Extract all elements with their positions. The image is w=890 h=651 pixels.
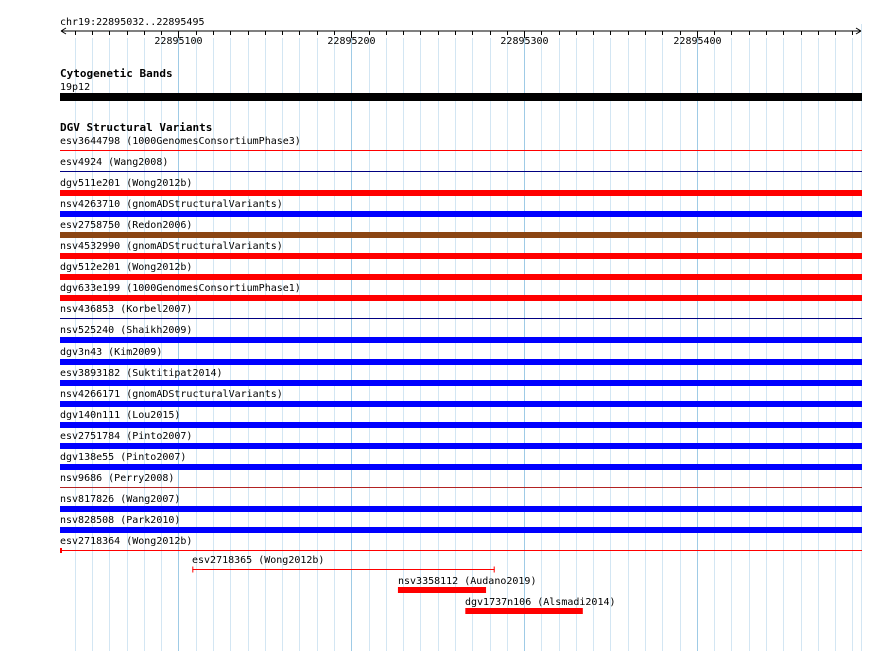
cytoband-track-title: Cytogenetic Bands <box>60 67 173 80</box>
dgv-extra-label: nsv3358112 (Audano2019) <box>398 576 537 587</box>
dgv-variant-row[interactable] <box>60 304 862 319</box>
dgv-variant-label: nsv9686 (Perry2008) <box>60 473 175 484</box>
ruler-tick-label: 22895400 <box>673 36 722 47</box>
ruler-track[interactable] <box>60 17 861 47</box>
dgv-variant-row[interactable] <box>60 536 862 551</box>
dgv-variant-bar[interactable] <box>60 506 862 512</box>
dgv-variant-row[interactable] <box>60 389 862 407</box>
dgv-variant-row[interactable] <box>60 241 862 259</box>
dgv-variant-label: nsv525240 (Shaikh2009) <box>60 325 193 336</box>
cytogenetic-bands-track[interactable] <box>60 67 862 101</box>
dgv-variant-label: dgv3n43 (Kim2009) <box>60 347 163 358</box>
dgv-variant-label: esv2758750 (Redon2006) <box>60 220 193 231</box>
ruler-tick-label: 22895300 <box>500 36 549 47</box>
dgv-extra-label: esv2718365 (Wong2012b) <box>192 555 325 566</box>
dgv-extra-label: dgv1737n106 (Alsmadi2014) <box>465 597 616 608</box>
dgv-variant-label: dgv511e201 (Wong2012b) <box>60 178 193 189</box>
region-label: chr19:22895032..22895495 <box>60 17 205 28</box>
dgv-variant-bar[interactable] <box>60 274 862 280</box>
dgv-variant-label: nsv436853 (Korbel2007) <box>60 304 193 315</box>
dgv-variant-label: dgv512e201 (Wong2012b) <box>60 262 193 273</box>
dgv-variant-label: dgv633e199 (1000GenomesConsortiumPhase1) <box>60 283 301 294</box>
dgv-extra-feature[interactable] <box>398 576 537 593</box>
dgv-variant-label: dgv138e55 (Pinto2007) <box>60 452 187 463</box>
dgv-extra-bar[interactable] <box>398 587 486 593</box>
dgv-variant-bar[interactable] <box>60 253 862 259</box>
dgv-variant-bar[interactable] <box>60 464 862 470</box>
dgv-variant-row[interactable] <box>60 262 862 280</box>
dgv-variant-start-marker <box>60 548 62 553</box>
dgv-variant-label: nsv4532990 (gnomADStructuralVariants) <box>60 241 283 252</box>
dgv-extra-bar[interactable] <box>465 608 582 614</box>
dgv-variant-row[interactable] <box>60 157 862 172</box>
dgv-variant-row[interactable] <box>60 283 862 301</box>
dgv-variant-bar[interactable] <box>60 359 862 365</box>
dgv-variant-bar[interactable] <box>60 443 862 449</box>
dgv-variant-label: esv2751784 (Pinto2007) <box>60 431 193 442</box>
ruler-tick-label: 22895200 <box>327 36 376 47</box>
dgv-variant-row[interactable] <box>60 410 862 428</box>
dgv-variant-label: nsv4266171 (gnomADStructuralVariants) <box>60 389 283 400</box>
dgv-variant-bar[interactable] <box>60 380 862 386</box>
dgv-variant-label: nsv4263710 (gnomADStructuralVariants) <box>60 199 283 210</box>
dgv-variant-bar[interactable] <box>60 295 862 301</box>
dgv-variant-row[interactable] <box>60 136 862 151</box>
dgv-variant-row[interactable] <box>60 431 862 449</box>
dgv-variant-row[interactable] <box>60 368 862 386</box>
dgv-variant-label: esv2718364 (Wong2012b) <box>60 536 193 547</box>
dgv-variant-row[interactable] <box>60 220 862 238</box>
dgv-variant-bar[interactable] <box>60 401 862 407</box>
dgv-variant-label: esv3893182 (Suktitipat2014) <box>60 368 223 379</box>
cytoband-label: 19p12 <box>60 82 91 93</box>
dgv-structural-variants-track[interactable] <box>60 121 862 614</box>
dgv-variant-row[interactable] <box>60 452 862 470</box>
dgv-variant-row[interactable] <box>60 473 862 488</box>
dgv-variant-bar[interactable] <box>60 211 862 217</box>
dgv-variant-rows <box>60 136 862 553</box>
dgv-track-title: DGV Structural Variants <box>60 121 213 134</box>
dgv-variant-label: esv4924 (Wang2008) <box>60 157 169 168</box>
dgv-variant-bar[interactable] <box>60 527 862 533</box>
ruler-minor-ticks <box>76 31 853 35</box>
dgv-variant-label: dgv140n111 (Lou2015) <box>60 410 181 421</box>
dgv-variant-row[interactable] <box>60 347 862 365</box>
dgv-extra-feature[interactable] <box>192 555 495 573</box>
ruler-tick-label: 22895100 <box>154 36 203 47</box>
dgv-variant-row[interactable] <box>60 515 862 533</box>
dgv-variant-bar[interactable] <box>60 337 862 343</box>
dgv-variant-bar[interactable] <box>60 422 862 428</box>
dgv-variant-bar[interactable] <box>60 232 862 238</box>
dgv-variant-row[interactable] <box>60 178 862 196</box>
dgv-variant-label: nsv817826 (Wang2007) <box>60 494 181 505</box>
dgv-variant-row[interactable] <box>60 199 862 217</box>
dgv-variant-row[interactable] <box>60 325 862 343</box>
dgv-variant-row[interactable] <box>60 494 862 512</box>
dgv-variant-label: esv3644798 (1000GenomesConsortiumPhase3) <box>60 136 301 147</box>
dgv-variant-label: nsv828508 (Park2010) <box>60 515 181 526</box>
cytoband-bar[interactable] <box>60 93 862 101</box>
dgv-extra-feature[interactable] <box>465 597 616 614</box>
dgv-variant-bar[interactable] <box>60 190 862 196</box>
